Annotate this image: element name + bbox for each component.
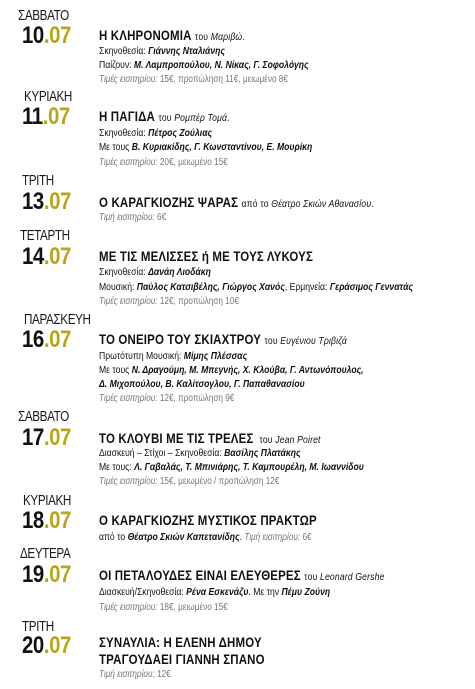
credit-line: Σκηνοθεσία: Γιάννης Νταλιάνης [99,45,226,57]
date-month: .07 [42,103,70,130]
author: του Jean Poiret [259,434,321,446]
author: του Leonard Gershe [304,571,385,583]
event-date [22,424,71,452]
credit-line: Δ. Μιχοπούλου, Β. Καλίτσογλου, Γ. Παπαθανασίου [99,378,305,390]
title-text: Η ΚΛΗΡΟΝΟΜΙΑ [99,27,192,43]
price-line: Τιμές εισιτηρίου: 15€, μειωμένο / προπώληση 12€ [99,476,280,487]
event-title [99,567,385,583]
title-text: ΟΙ ΠΕΤΑΛΟΥΔΕΣ ΕΙΝΑΙ ΕΛΕΥΘΕΡΕΣ [99,567,301,583]
credit-line: Παίζουν: Μ. Λαμπροπούλου, Ν. Νίκας, Γ. Σοφολόγης [99,59,309,71]
title-text: ΜΕ ΤΙΣ ΜΕΛΙΣΣΕΣ ή ΜΕ ΤΟΥΣ ΛΥΚΟΥΣ [99,248,314,264]
event-title [99,634,262,650]
day-name: ΚΥΡΙΑΚΗ [23,492,71,509]
event-title-line2 [99,651,265,667]
day-name: ΤΡΙΤΗ [22,618,54,635]
event-date [22,632,71,660]
event-title [99,430,321,446]
date-month: .07 [43,424,71,451]
title-text: ΤΡΑΓΟΥΔΑΕΙ ΓΙΑΝΝΗ ΣΠΑΝΟ [99,651,265,667]
day-name: ΣΑΒΒΑΤΟ [18,408,69,425]
credit-line: Σκηνοθεσία: Δανάη Λιοδάκη [99,266,211,278]
date-month: .07 [43,22,71,49]
date-day: 13 [22,188,44,215]
author: του Μαριβώ. [194,31,245,43]
day-name: ΠΑΡΑΣΚΕΥΗ [24,311,91,328]
price-line: Τιμές εισιτηρίου: 12€, προπώληση 9€ [99,393,235,404]
date-month: .07 [43,188,71,215]
credit-line: Σκηνοθεσία: Πέτρος Ζούλιας [99,127,213,139]
date-day: 20 [22,632,44,659]
date-month: .07 [43,632,71,659]
credit-line: Διασκευή – Στίχοι – Σκηνοθεσία: Βασίλης Πλατάκης [99,447,301,459]
day-name: ΚΥΡΙΑΚΗ [24,88,72,105]
price-line: Τιμές εισιτηρίου: 15€, προπώληση 11€, μειωμένο 8€ [99,74,288,85]
credit-line: Πρωτότυπη Μουσική: Μίμης Πλέσσας [99,350,248,362]
title-text: Ο ΚΑΡΑΓΚΙΟΖΗΣ ΨΑΡΑΣ [99,194,239,210]
event-title [99,512,317,528]
event-date [22,507,71,535]
event-title [99,108,230,124]
author: του Ρομπέρ Τομά. [158,112,230,124]
event-title [99,331,347,347]
title-text: Ο ΚΑΡΑΓΚΙΟΖΗΣ ΜΥΣΤΙΚΟΣ ΠΡΑΚΤΩΡ [99,512,317,528]
credit-line: Με τους Β. Κυριακίδης, Γ. Κωνσταντίνου, Ε. Μουρίκη [99,141,313,153]
date-day: 14 [22,243,44,270]
credit-line: Με τους: Λ. Γαβαλάς, Τ. Μπινιάρης, Τ. Καμπουρέλη, Μ. Ιωαννίδου [99,461,364,473]
title-text: ΤΟ ΚΛΟΥΒΙ ΜΕ ΤΙΣ ΤΡΕΛΕΣ [99,430,254,446]
event-date [22,103,70,131]
event-title [99,248,313,264]
event-title [99,194,374,210]
date-month: .07 [43,561,71,588]
date-month: .07 [43,326,71,353]
price-line: Τιμές εισιτηρίου: 12€, προπώληση 10€ [99,296,239,307]
price-line: Τιμές εισιτηρίου: 20€, μειωμένο 15€ [99,157,228,168]
credit-line: Διασκευή/Σκηνοθεσία: Ρένα Εσκενάζυ. Με την Πέμυ Ζούνη [99,586,331,598]
credit-line: Με τους Ν. Δραγούμη, Μ. Μπεγνής, Χ. Κλούβα, Γ. Αντωνόπουλος, [99,364,364,376]
price-line: Τιμή εισιτηρίου: 12€ [99,669,171,680]
day-name: ΣΑΒΒΑΤΟ [18,7,69,24]
date-day: 18 [22,507,44,534]
event-date [22,326,71,354]
event-date [22,188,71,216]
date-day: 10 [22,22,44,49]
title-text: ΤΟ ΟΝΕΙΡΟ ΤΟΥ ΣΚΙΑΧΤΡΟΥ [99,331,262,347]
author: από το Θέατρο Σκιών Αθανασίου. [241,198,374,210]
event-date [22,561,71,589]
author: του Ευγένιου Τριβιζά [264,335,347,347]
day-name: ΔΕΥΤΕΡΑ [20,545,71,562]
date-day: 19 [22,561,44,588]
credit-line: από το Θέατρο Σκιών Καπετανίδης. Τιμή εισιτηρίου: 6€ [99,531,312,543]
date-day: 11 [22,103,43,130]
date-day: 17 [22,424,44,451]
date-month: .07 [43,507,71,534]
day-name: ΤΕΤΑΡΤΗ [20,227,70,244]
event-title [99,27,245,43]
event-date [22,22,71,50]
date-month: .07 [43,243,71,270]
date-day: 16 [22,326,44,353]
credit-line: Μουσική: Παύλος Κατσιβέλης, Γιώργος Χανός, Ερμηνεία: Γεράσιμος Γεννατάς [99,281,414,293]
price-line: Τιμές εισιτηρίου: 18€, μειωμένο 15€ [99,602,228,613]
day-name: ΤΡΙΤΗ [22,172,54,189]
title-text: ΣΥΝΑΥΛΙΑ: Η ΕΛΕΝΗ ΔΗΜΟΥ [99,634,262,650]
price-line: Τιμή εισιτηρίου: 6€ [99,212,167,223]
title-text: Η ΠΑΓΙΔΑ [99,108,156,124]
event-date [22,243,71,271]
